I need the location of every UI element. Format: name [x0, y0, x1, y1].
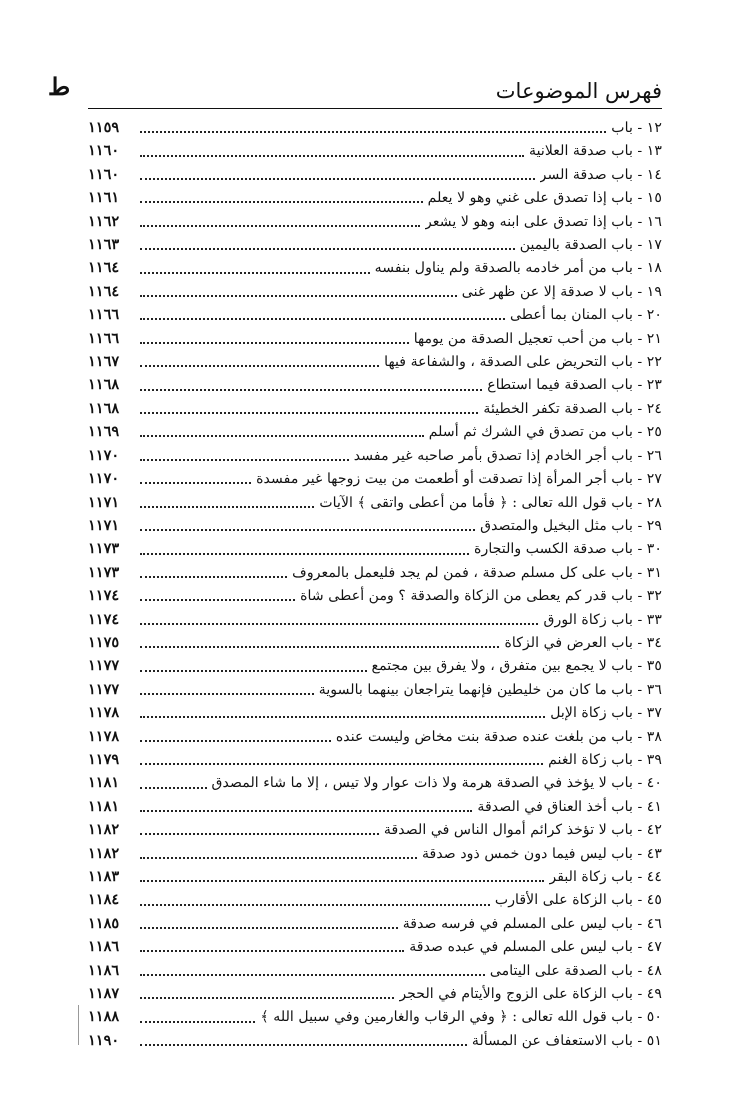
dot-leader: [140, 364, 379, 367]
toc-entry: [88, 654, 662, 677]
dot-leader: [140, 271, 370, 274]
dot-leader: [140, 762, 543, 765]
toc-entry-title: ٣٤ - باب العرض في الزكاة: [504, 634, 662, 651]
toc-entry: [88, 748, 662, 771]
dot-leader: [140, 341, 409, 344]
dot-leader: [140, 949, 404, 952]
toc-entry-page: ١١٧٩: [88, 750, 120, 768]
toc-entry-title: ٢٣ - باب الصدقة فيما استطاع: [487, 377, 662, 394]
toc-entry: [88, 116, 662, 139]
toc-entry-page: ١١٧٨: [88, 727, 120, 745]
toc-entry-title: ٣٠ - باب صدقة الكسب والتجارة: [474, 541, 662, 558]
toc-entry: [88, 280, 662, 303]
toc-entry-page: ١١٥٩: [88, 119, 120, 136]
toc-entry-title: ٥١ - باب الاستعفاف عن المسألة: [471, 1032, 662, 1049]
toc-entry-title: ١٩ - باب لا صدقة إلا عن ظهر غنى: [461, 283, 662, 300]
toc-entry-title: ٢٥ - باب من تصدق في الشرك ثم أسلم: [428, 424, 662, 441]
dot-leader: [140, 622, 538, 625]
toc-entry-page: ١١٦٤: [88, 259, 120, 277]
toc-entry-title: ٢٠ - باب المنان بما أعطى: [509, 307, 662, 324]
toc-entry-title: ١٨ - باب من أمر خادمه بالصدقة ولم يناول بنفسه: [374, 260, 662, 277]
dot-leader: [140, 832, 379, 835]
toc-entry: [88, 959, 662, 982]
toc-entry-page: ١١٦٨: [88, 376, 120, 394]
toc-entry-page: ١١٨١: [88, 797, 120, 815]
toc-entry-title: ٤٩ - باب الزكاة على الزوج والأيتام في الحجر: [399, 986, 662, 1003]
toc-entry-title: ٣١ - باب على كل مسلم صدقة ، فمن لم يجد فليعمل بالمعروف: [292, 564, 662, 581]
toc-entry-title: ١٥ - باب إذا تصدق على غني وهو لا يعلم: [427, 190, 662, 207]
toc-entry-page: ١١٨٤: [88, 891, 120, 909]
toc-entry: [88, 303, 662, 326]
toc-entry: [88, 186, 662, 209]
dot-leader: [140, 856, 417, 859]
toc-entry-page: ١١٧٠: [88, 446, 120, 464]
dot-leader: [140, 552, 469, 555]
toc-entry-page: ١١٧٧: [88, 657, 120, 675]
dot-leader: [140, 434, 424, 437]
toc-entry-title: ٤٧ - باب ليس على المسلم في عبده صدقة: [409, 939, 662, 956]
toc-entry: [88, 561, 662, 584]
toc-entry-page: ١١٨٧: [88, 985, 120, 1003]
toc-entry-title: ١٢ - باب: [611, 120, 662, 136]
page-title: فهرس الموضوعات: [495, 79, 662, 103]
dot-leader: [140, 1043, 467, 1046]
dot-leader: [140, 317, 505, 320]
toc-entry: [88, 514, 662, 537]
dot-leader: [140, 598, 295, 601]
toc-entry-page: ١١٨٢: [88, 844, 120, 862]
toc-entry-title: ١٣ - باب صدقة العلانية: [528, 143, 662, 160]
dot-leader: [140, 130, 606, 133]
toc-entry: [88, 678, 662, 701]
toc-entry-title: ٢٨ - باب قول الله تعالى : ﴿ فأما من أعطى واتقى ﴾ الآيات: [319, 494, 662, 511]
toc-entry: [88, 608, 662, 631]
toc-entry-page: ١١٦٧: [88, 353, 120, 371]
toc-entry-title: ٢٢ - باب التحريض على الصدقة ، والشفاعة فيها: [384, 354, 662, 371]
toc-entry: [88, 327, 662, 350]
toc-entry: [88, 888, 662, 911]
toc-entry: [88, 350, 662, 373]
dot-leader: [140, 458, 349, 461]
dot-leader: [140, 528, 475, 531]
toc-entry-page: ١١٧٣: [88, 540, 120, 558]
toc-entry-page: ١١٦٣: [88, 236, 120, 254]
toc-entry: [88, 935, 662, 958]
toc-entry-page: ١١٨٥: [88, 914, 120, 932]
toc-entry-page: ١١٨٨: [88, 1008, 120, 1026]
dot-leader: [140, 388, 482, 391]
toc-entry: [88, 397, 662, 420]
toc-entry: [88, 163, 662, 186]
toc-entry: [88, 210, 662, 233]
toc-entry: [88, 725, 662, 748]
dot-leader: [140, 692, 314, 695]
toc-entry-title: ٥٠ - باب قول الله تعالى : ﴿ وفي الرقاب والغارمين وفي سبيل الله ﴾: [260, 1009, 662, 1026]
toc-entry-title: ٤٨ - باب الصدقة على اليتامى: [489, 962, 662, 979]
toc-entry-title: ٤٦ - باب ليس على المسلم في فرسه صدقة: [402, 915, 662, 932]
dot-leader: [140, 1020, 255, 1023]
toc-entry: [88, 584, 662, 607]
dot-leader: [140, 739, 331, 742]
toc-entry-page: ١١٧١: [88, 493, 120, 511]
dot-leader: [140, 200, 423, 203]
toc-entry: [88, 491, 662, 514]
toc-entry-title: ٣٦ - باب ما كان من خليطين فإنهما يتراجعان بينهما بالسوية: [318, 681, 662, 698]
dot-leader: [140, 715, 545, 718]
toc-entry: [88, 420, 662, 443]
margin-rule: [78, 1005, 79, 1045]
toc-entry: [88, 912, 662, 935]
dot-leader: [140, 411, 478, 414]
toc-entry-page: ١١٧٠: [88, 470, 120, 488]
dot-leader: [140, 996, 394, 999]
toc-entry-page: ١١٧٤: [88, 587, 120, 605]
toc-entry-title: ٣٧ - باب زكاة الإبل: [550, 705, 662, 722]
toc-entry: [88, 1029, 662, 1052]
toc-entry: [88, 865, 662, 888]
toc-entry-title: ٢٦ - باب أجر الخادم إذا تصدق بأمر صاحبه غير مفسد: [353, 447, 662, 464]
toc-entry-page: ١١٧٣: [88, 563, 120, 581]
toc-entry-page: ١١٨٦: [88, 938, 120, 956]
toc-entry-page: ١١٩٠: [88, 1031, 120, 1049]
toc-entry-page: ١١٧٧: [88, 680, 120, 698]
dot-leader: [140, 645, 499, 648]
toc-entry: [88, 631, 662, 654]
toc-entry-title: ٢٩ - باب مثل البخيل والمتصدق: [480, 517, 662, 534]
dot-leader: [140, 879, 544, 882]
toc-entry-page: ١١٨١: [88, 774, 120, 792]
toc-entry-title: ٢٤ - باب الصدقة تكفر الخطيئة: [483, 400, 662, 417]
toc-entry-page: ١١٧٨: [88, 704, 120, 722]
table-of-contents: [88, 116, 662, 1052]
toc-entry: [88, 444, 662, 467]
toc-entry-title: ١٤ - باب صدقة السر: [539, 166, 662, 183]
toc-entry-page: ١١٦٦: [88, 306, 120, 324]
dot-leader: [140, 294, 457, 297]
toc-entry: [88, 842, 662, 865]
toc-entry: [88, 256, 662, 279]
toc-entry-page: ١١٦٢: [88, 212, 120, 230]
toc-entry-page: ١١٧١: [88, 516, 120, 534]
toc-entry: [88, 233, 662, 256]
toc-entry-page: ١١٦١: [88, 189, 120, 207]
toc-entry-title: ١٧ - باب الصدقة باليمين: [519, 237, 662, 254]
toc-entry-page: ١١٦٤: [88, 282, 120, 300]
toc-entry-title: ٤٢ - باب لا تؤخذ كرائم أموال الناس في الصدقة: [383, 822, 662, 839]
dot-leader: [140, 926, 398, 929]
dot-leader: [140, 177, 535, 180]
toc-entry-page: ١١٧٥: [88, 633, 120, 651]
toc-entry-title: ٤٤ - باب زكاة البقر: [549, 869, 662, 885]
dot-leader: [140, 669, 367, 672]
dot-leader: [140, 154, 524, 157]
dot-leader: [140, 786, 207, 789]
toc-entry-title: ٢١ - باب من أحب تعجيل الصدقة من يومها: [413, 330, 662, 347]
toc-entry-page: ١١٦٦: [88, 329, 120, 347]
toc-entry: [88, 373, 662, 396]
toc-entry-page: ١١٦٠: [88, 142, 120, 160]
dot-leader: [140, 575, 287, 578]
toc-entry-page: ١١٦٨: [88, 399, 120, 417]
dot-leader: [140, 224, 420, 227]
toc-entry-page: ١١٧٤: [88, 610, 120, 628]
toc-entry-title: ٤٥ - باب الزكاة على الأقارب: [494, 892, 662, 909]
toc-entry: [88, 467, 662, 490]
dot-leader: [140, 809, 472, 812]
toc-entry-title: ٤١ - باب أخذ العناق في الصدقة: [477, 798, 662, 815]
toc-entry: [88, 537, 662, 560]
toc-entry: [88, 818, 662, 841]
dot-leader: [140, 903, 490, 906]
toc-entry-title: ١٦ - باب إذا تصدق على ابنه وهو لا يشعر: [425, 213, 662, 230]
toc-entry: [88, 701, 662, 724]
toc-entry-page: ١١٨٣: [88, 868, 120, 885]
toc-entry-title: ٢٧ - باب أجر المرأة إذا تصدقت أو أطعمت من بيت زوجها غير مفسدة: [256, 471, 662, 488]
toc-entry-title: ٣٥ - باب لا يجمع بين متفرق ، ولا يفرق بين مجتمع: [371, 658, 662, 675]
toc-entry: [88, 771, 662, 794]
toc-entry: [88, 982, 662, 1005]
toc-entry-page: ١١٦٩: [88, 423, 120, 441]
toc-entry-title: ٣٩ - باب زكاة الغنم: [548, 751, 662, 768]
toc-entry-page: ١١٦٠: [88, 165, 120, 183]
dot-leader: [140, 247, 515, 250]
toc-entry-title: ٤٣ - باب ليس فيما دون خمس ذود صدقة: [421, 845, 662, 862]
toc-entry-page: ١١٨٢: [88, 821, 120, 839]
toc-entry-title: ٣٢ - باب قدر كم يعطى من الزكاة والصدقة ؟ ومن أعطى شاة: [300, 588, 662, 605]
page-header: [48, 72, 662, 109]
toc-entry: [88, 795, 662, 818]
dot-leader: [140, 973, 485, 976]
page-number-letter: ط: [48, 72, 71, 101]
toc-entry: [88, 1005, 662, 1028]
toc-entry-title: ٤٠ - باب لا يؤخذ في الصدقة هرمة ولا ذات عوار ولا تيس ، إلا ما شاء المصدق: [211, 775, 662, 792]
dot-leader: [140, 481, 251, 484]
toc-entry-page: ١١٨٦: [88, 961, 120, 979]
toc-entry-title: ٣٨ - باب من بلغت عنده صدقة بنت مخاض وليست عنده: [335, 728, 662, 745]
dot-leader: [140, 505, 314, 508]
toc-entry-title: ٣٣ - باب زكاة الورق: [543, 611, 662, 628]
toc-entry: [88, 139, 662, 162]
